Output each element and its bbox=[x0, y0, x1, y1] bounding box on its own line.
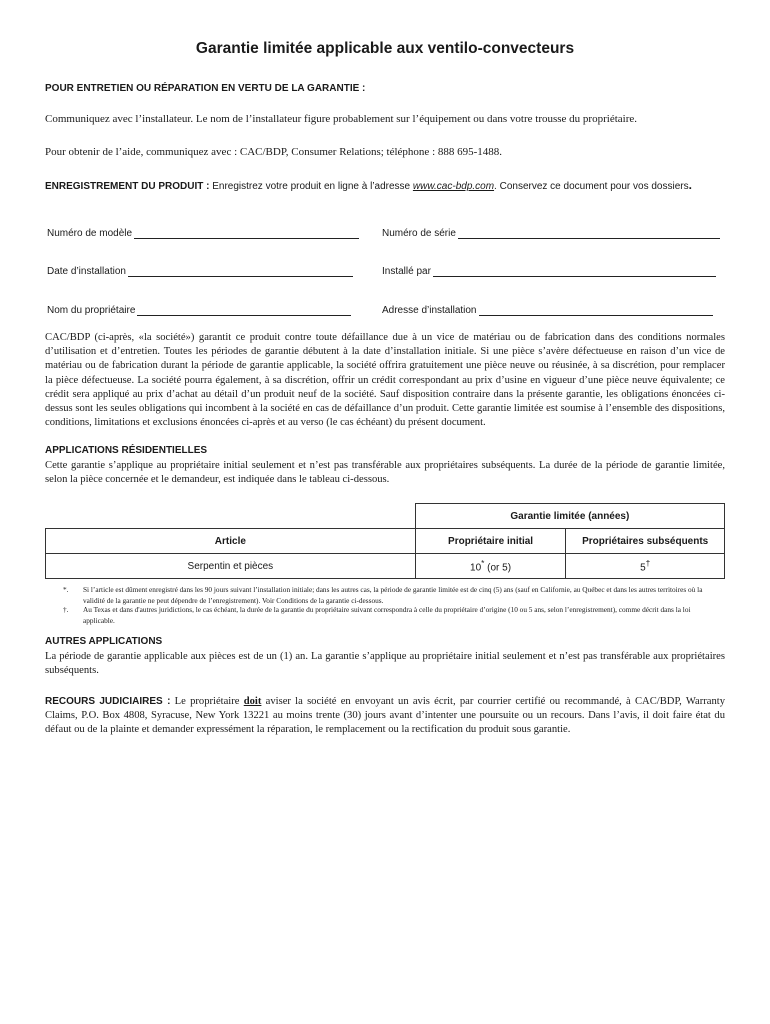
col-article: Article bbox=[46, 529, 416, 554]
owner-name-line[interactable] bbox=[137, 305, 351, 316]
model-number-label: Numéro de modèle bbox=[47, 228, 133, 239]
footnote-2 bbox=[63, 605, 713, 627]
other-applications-text: La période de garantie applicable aux pièces est de un (1) an. La garantie s’applique au propriétaire initial seulement et n’est pas transférable aux propriétaires subséquents. bbox=[45, 651, 725, 677]
recourse-paragraph bbox=[45, 695, 725, 738]
serial-number-field[interactable] bbox=[382, 228, 720, 239]
help-line-text: Pour obtenir de l’aide, communiquez avec : CAC/BDP, Consumer Relations; téléphone : 888 695-1488. bbox=[45, 146, 503, 158]
install-address-field[interactable] bbox=[382, 305, 713, 316]
install-address-label: Adresse d’installation bbox=[382, 305, 477, 316]
warranty-table bbox=[45, 503, 725, 579]
row-article: Serpentin et pièces bbox=[46, 554, 416, 579]
residential-text: Cette garantie s’applique au propriétaire initial seulement et n’est pas transférable aux propriétaires subséquents. La durée de la période de garantie limitée, selon la pièce concernée et le demandeur, est indiquée dans le tableau ci-dessous. bbox=[45, 460, 725, 486]
install-date-line[interactable] bbox=[128, 266, 353, 277]
serial-number-label: Numéro de série bbox=[382, 228, 456, 239]
warranty-main-paragraph: CAC/BDP (ci-après, «la société») garantit ce produit contre toute défaillance due à un vice de matériau ou de fabrication dans des conditions normales d’utilisation et d’entretien. Toutes les périodes de garantie débutent à la date d’installation initiale. Si une pièce s’avère défectueuse en raison d’un vice de matériau ou de fabrication durant la période de garantie applicable, la société offrira gratuitement une pièce neuve ou réusinée, à sa discrétion, pour remplacer la pièce défectueuse. La société pourra également, à sa discrétion, offrir un crédit correspondant au prix d’usine en vigueur d’une pièce neuve équivalente; ce crédit sera appliqué au prix d’achat au détail d’un produit neuf de la société. Sauf disposition contraire dans la présente garantie, les obligations énoncées ci-dessus sont les seules obligations qui incombent à la société en cas de défaillance d’un produit. Cette garantie limitée est soumise à l’ensemble des dispositions, conditions, limitations et exclusions énoncées ci-après et au verso (le cas échéant) du présent document. bbox=[45, 332, 725, 429]
footnote-2-mark: †. bbox=[63, 605, 69, 614]
registration-url-link[interactable]: www.cac-bdp.com bbox=[412, 181, 495, 192]
registration-line bbox=[45, 178, 692, 192]
row-initial-owner bbox=[415, 554, 566, 579]
footnote-1-text: Si l’article est dûment enregistré dans les 90 jours suivant l’installation initiale; dans les autres cas, la période de garantie limitée est de cinq (5) ans (sauf en Californie, au Québec et dans les autres territoires où la validité de la garantie ne peut dépendre de l’enregistrement). Voir Conditions de la garantie ci-dessous. bbox=[83, 585, 703, 605]
row-initial-suffix: (or 5) bbox=[484, 562, 512, 574]
contact-installer-text: Communiquez avec l’installateur. Le nom de l’installateur figure probablement sur l’équipement ou dans votre trousse du propriétaire. bbox=[45, 113, 637, 125]
table-group-header: Garantie limitée (années) bbox=[415, 504, 724, 529]
installed-by-line[interactable] bbox=[433, 266, 716, 277]
model-number-line[interactable] bbox=[134, 228, 359, 239]
install-date-field[interactable] bbox=[47, 266, 353, 277]
registration-period: . bbox=[688, 178, 692, 192]
row-initial-value: 10 bbox=[470, 562, 482, 574]
registration-text-before: Enregistrez votre produit en ligne à l’adresse bbox=[209, 181, 413, 192]
recourse-after: aviser la société en envoyant un avis écrit, par courrier certifié ou recommandé, à CAC/BDP, Warranty Claims, P.O. Box 4808, Syracuse, New York 13221 au moins trente (30) jours avant d’intenter une poursuite ou un recours. Dans l’avis, il doit faire état du défaut ou de la plainte et demander expressément la réparation, le remplacement ou la rectification du produit sous garantie. bbox=[45, 696, 725, 736]
recourse-before: Le propriétaire bbox=[170, 696, 244, 707]
table-row bbox=[46, 554, 725, 579]
footnote-2-text: Au Texas et dans d'autres juridictions, le cas échéant, la durée de la garantie du propriétaire suivant correspondra à celle du propriétaire d’origine (10 ou 5 ans, selon l’enregistrement), comme décrit dans la loi applicable. bbox=[83, 605, 691, 625]
row-initial-sup: * bbox=[481, 558, 485, 569]
col-initial-owner: Propriétaire initial bbox=[415, 529, 566, 554]
table-group-header-row bbox=[46, 504, 725, 529]
registration-label: ENREGISTREMENT DU PRODUIT : bbox=[45, 181, 210, 192]
service-heading: POUR ENTRETIEN OU RÉPARATION EN VERTU DE LA GARANTIE : bbox=[45, 83, 366, 94]
owner-name-label: Nom du propriétaire bbox=[47, 305, 136, 316]
owner-name-field[interactable] bbox=[47, 305, 351, 316]
footnote-1 bbox=[63, 585, 713, 607]
residential-heading: APPLICATIONS RÉSIDENTIELLES bbox=[45, 445, 208, 456]
recourse-label: RECOURS JUDICIAIRES : bbox=[45, 696, 171, 707]
other-applications-heading: AUTRES APPLICATIONS bbox=[45, 636, 163, 647]
installed-by-label: Installé par bbox=[382, 266, 431, 277]
registration-text-after: . Conservez ce document pour vos dossiers bbox=[494, 181, 689, 192]
install-address-line[interactable] bbox=[479, 305, 713, 316]
install-date-label: Date d’installation bbox=[47, 266, 126, 277]
model-number-field[interactable] bbox=[47, 228, 359, 239]
col-subsequent-owners: Propriétaires subséquents bbox=[566, 529, 725, 554]
table-header-row bbox=[46, 529, 725, 554]
row-subsequent-sup: † bbox=[645, 558, 651, 569]
installed-by-field[interactable] bbox=[382, 266, 716, 277]
page-title: Garantie limitée applicable aux ventilo-convecteurs bbox=[195, 40, 575, 57]
row-subsequent-owners bbox=[566, 554, 725, 579]
serial-number-line[interactable] bbox=[458, 228, 720, 239]
footnote-1-mark: *. bbox=[63, 585, 69, 594]
row-subsequent-value: 5 bbox=[640, 562, 646, 574]
recourse-emphasis: doit bbox=[243, 696, 262, 707]
